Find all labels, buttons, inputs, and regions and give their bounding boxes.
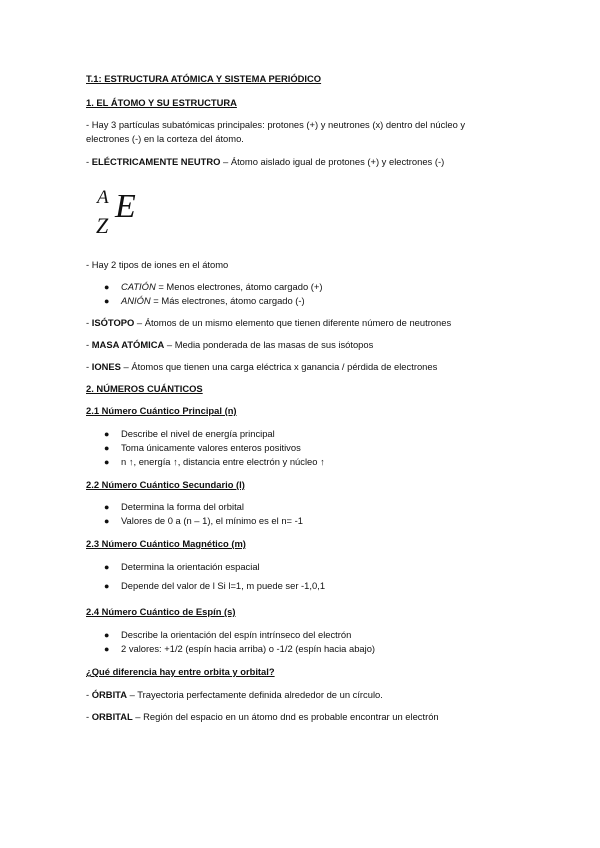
section-2-1-heading: 2.1 Número Cuántico Principal (n) — [86, 405, 237, 416]
definition-iones — [86, 361, 437, 373]
bullet: ● — [104, 429, 110, 439]
def-neutro: – Átomo aislado igual de protones (+) y electrones (-) — [220, 156, 445, 167]
question-heading: ¿Qué diferencia hay entre orbita y orbital? — [86, 666, 275, 677]
list-item: Describe el nivel de energía principal — [121, 428, 275, 439]
bullet: ● — [104, 581, 110, 591]
section-1-heading: 1. EL ÁTOMO Y SU ESTRUCTURA — [86, 97, 237, 108]
def-isotopo: – Átomos de un mismo elemento que tienen diferente número de neutrones — [134, 317, 452, 328]
bullet: ● — [104, 296, 110, 306]
bullet: ● — [104, 502, 110, 512]
section-2-heading: 2. NÚMEROS CUÁNTICOS — [86, 383, 203, 394]
bullet: ● — [104, 282, 110, 292]
list-item: 2 valores: +1/2 (espín hacia arriba) o -1/2 (espín hacia abajo) — [121, 643, 376, 654]
term-isotopo: ISÓTOPO — [91, 317, 135, 328]
bullet: ● — [104, 630, 110, 640]
bullet: ● — [104, 457, 110, 467]
mass-number-symbol: A — [97, 187, 109, 208]
bullet: ● — [104, 644, 110, 654]
list-item: n ↑, energía ↑, distancia entre electrón y núcleo ↑ — [121, 456, 325, 467]
definition-isotopo — [86, 317, 451, 329]
section-2-4-heading: 2.4 Número Cuántico de Espín (s) — [86, 606, 236, 617]
list-item: Toma únicamente valores enteros positivos — [121, 442, 301, 453]
definition-orbital — [86, 711, 439, 723]
bullet: ● — [104, 443, 110, 453]
atomic-number-symbol: Z — [96, 213, 109, 238]
term-orbita: ÓRBITA — [91, 689, 127, 700]
dash: - — [86, 689, 92, 700]
paragraph-iones-intro: - Hay 2 tipos de iones en el átomo — [86, 259, 229, 270]
bullet: ● — [104, 562, 110, 572]
definition-orbita — [86, 689, 383, 701]
term-neutro: ELÉCTRICAMENTE NEUTRO — [91, 156, 221, 167]
dash: - — [86, 339, 92, 350]
def-orbital: – Región del espacio en un átomo dnd es probable encontrar un electrón — [132, 711, 439, 722]
paragraph-particles-line-2: electrones (-) en la corteza del átomo. — [86, 133, 244, 144]
list-item: Determina la forma del orbital — [121, 501, 244, 512]
list-item: Describe la orientación del espín intrínseco del electrón — [121, 629, 352, 640]
term-anion: ANIÓN — [121, 295, 151, 306]
dash: - — [86, 317, 92, 328]
element-symbol: E — [115, 188, 136, 225]
term-iones: IONES — [91, 361, 121, 372]
definition-masa-atomica — [86, 339, 373, 351]
dash: - — [86, 711, 92, 722]
def-masa-atomica: – Media ponderada de las masas de sus isótopos — [164, 339, 374, 350]
term-masa-atomica: MASA ATÓMICA — [91, 339, 165, 350]
list-item-anion — [121, 295, 305, 307]
term-cation: CATIÓN — [121, 281, 156, 292]
list-item: Valores de 0 a (n – 1), el mínimo es el n= -1 — [121, 515, 303, 526]
list-item: Determina la orientación espacial — [121, 561, 260, 572]
list-item: Depende del valor de l Si l=1, m puede ser -1,0,1 — [121, 580, 326, 591]
section-2-2-heading: 2.2 Número Cuántico Secundario (l) — [86, 479, 245, 490]
section-2-3-heading: 2.3 Número Cuántico Magnético (m) — [86, 538, 246, 549]
paragraph-particles-line-1: - Hay 3 partículas subatómicas principales: protones (+) y neutrones (x) dentro del núcleo y — [86, 119, 466, 130]
bullet: ● — [104, 516, 110, 526]
document-title: T.1: ESTRUCTURA ATÓMICA Y SISTEMA PERIÓDICO — [86, 73, 322, 84]
term-orbital: ORBITAL — [91, 711, 133, 722]
def-orbita: – Trayectoria perfectamente definida alrededor de un círculo. — [126, 689, 383, 700]
dash: - — [86, 361, 92, 372]
def-iones: – Átomos que tienen una carga eléctrica x ganancia / pérdida de electrones — [120, 361, 438, 372]
dash: - — [86, 156, 92, 167]
def-anion: = Más electrones, átomo cargado (-) — [150, 295, 305, 306]
list-item-cation — [121, 281, 323, 293]
definition-neutro — [86, 156, 444, 168]
def-cation: = Menos electrones, átomo cargado (+) — [155, 281, 323, 292]
